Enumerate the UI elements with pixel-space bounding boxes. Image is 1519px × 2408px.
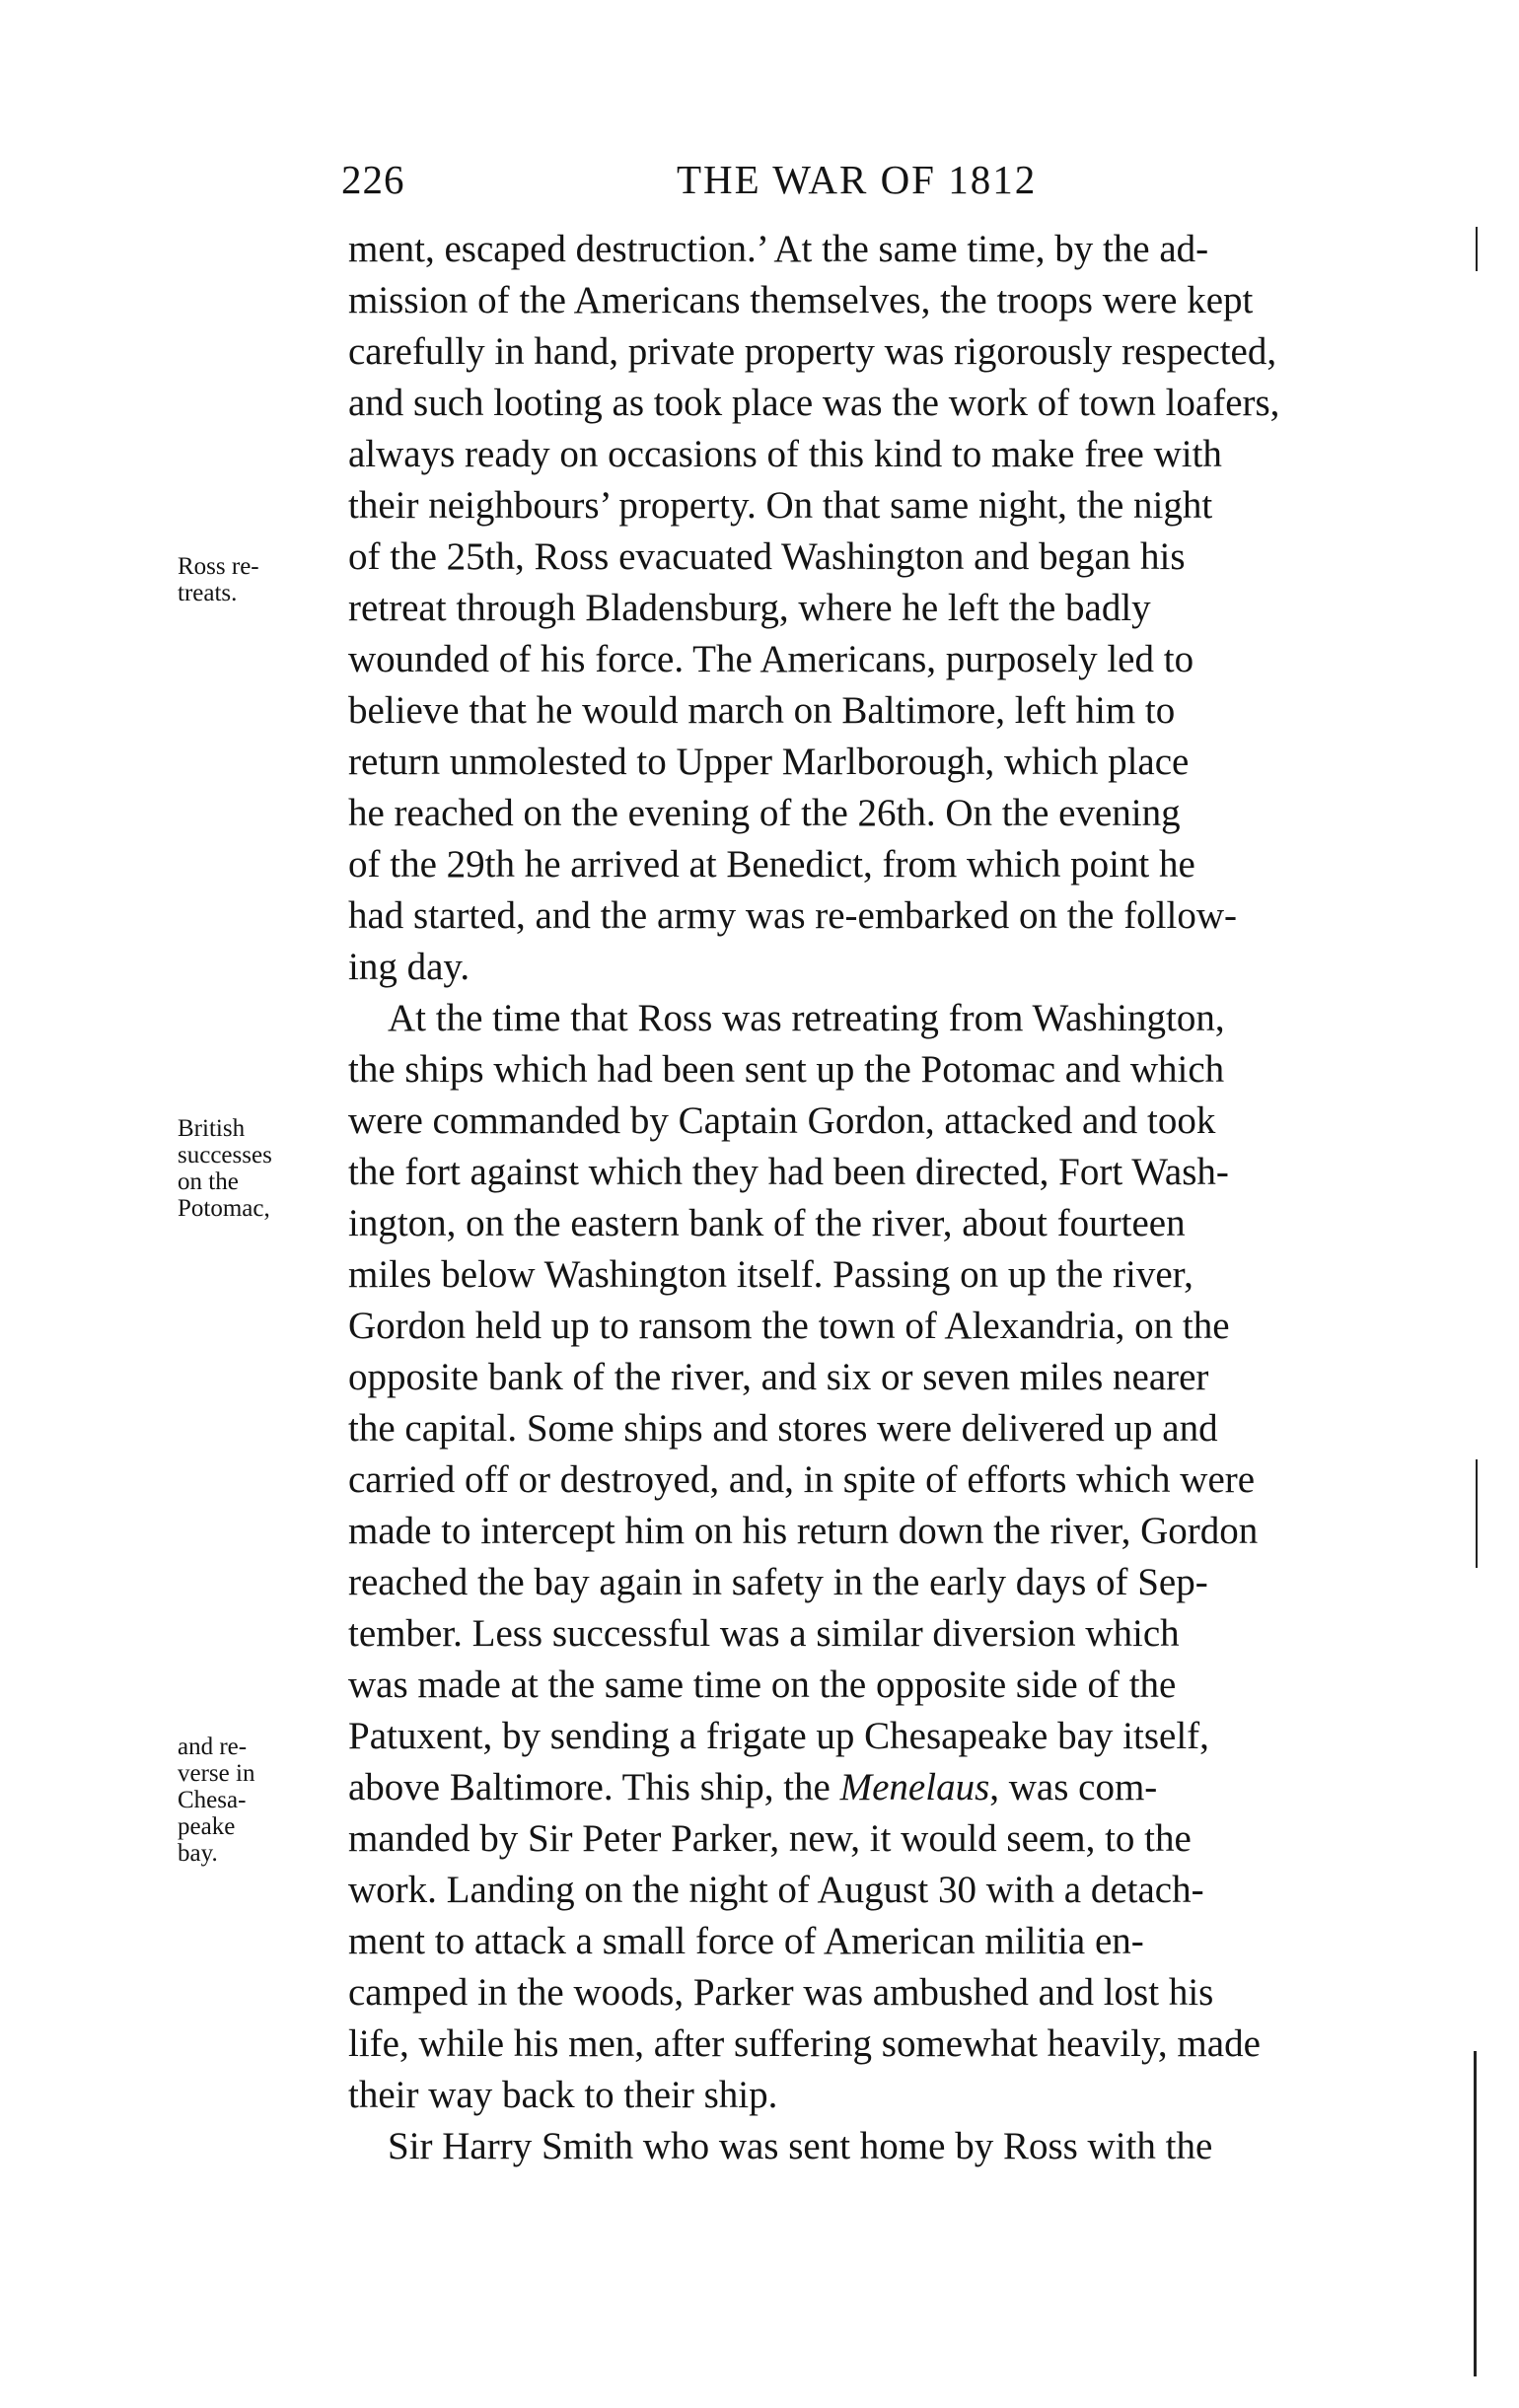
text-line: ment to attack a small force of American militia en- [348,1920,1144,1962]
text-line: reached the bay again in safety in the early days of Sep- [348,1561,1208,1603]
side-note-line: treats. [178,580,238,606]
text-line: manded by Sir Peter Parker, new, it would seem, to the [348,1817,1192,1860]
side-note-line: verse in [178,1760,255,1787]
text-line: made to intercept him on his return down the river, Gordon [348,1510,1259,1552]
side-note-line: Chesa- [178,1787,247,1813]
side-note-line: peake [178,1813,236,1840]
text-line: believe that he would march on Baltimore, left him to [348,689,1176,732]
text-line: the ships which had been sent up the Potomac and which [348,1048,1225,1091]
text-line: was made at the same time on the opposite side of the [348,1664,1177,1706]
text-line: of the 25th, Ross evacuated Washington and began his [348,535,1186,578]
text-line: ment, escaped destruction.’ At the same time, by the ad- [348,228,1209,270]
text-line: work. Landing on the night of August 30 with a detach- [348,1869,1204,1911]
running-title: THE WAR OF 1812 [677,157,1038,202]
side-note-reverse-chesapeake [178,1734,254,1867]
text-line: he reached on the evening of the 26th. On the evening [348,792,1181,834]
text-line: Sir Harry Smith who was sent home by Ross with the [388,2125,1213,2167]
side-note-line: on the [178,1169,239,1195]
text-line [348,1763,1157,1812]
text-line: had started, and the army was re-embarked on the follow- [348,894,1237,937]
side-note-line: successes [178,1142,272,1169]
text-line: Gordon held up to ransom the town of Alexandria, on the [348,1305,1230,1347]
scan-edge-mark [1476,227,1478,271]
side-note-line: bay. [178,1840,218,1867]
text-line: At the time that Ross was retreating from Washington, [388,997,1225,1039]
text-line: the capital. Some ships and stores were delivered up and [348,1407,1218,1450]
text-line: tember. Less successful was a similar diversion which [348,1612,1180,1655]
text-line: wounded of his force. The Americans, purposely led to [348,638,1194,680]
side-note-british-successes [178,1115,272,1222]
text-line: opposite bank of the river, and six or seven miles nearer [348,1356,1209,1398]
text-run: , was com- [989,1766,1158,1808]
text-line: mission of the Americans themselves, the troops were kept [348,279,1254,321]
text-line: retreat through Bladensburg, where he left the badly [348,587,1151,629]
text-run: above Baltimore. This ship, the [348,1766,840,1808]
text-line: ington, on the eastern bank of the river, about fourteen [348,1202,1186,1244]
text-line: the fort against which they had been directed, Fort Wash- [348,1151,1229,1193]
text-line: ing day. [348,946,470,988]
text-line: carried off or destroyed, and, in spite of efforts which were [348,1458,1256,1501]
side-note-line: British [178,1115,246,1142]
scan-edge-mark [1476,1459,1478,1568]
side-note-line: Ross re- [178,553,259,580]
text-line: their neighbours’ property. On that same night, the night [348,484,1213,527]
text-line: and such looting as took place was the work of town loafers, [348,382,1280,424]
running-head [341,156,1130,215]
text-line: carefully in hand, private property was rigorously respected, [348,330,1277,373]
text-line: were commanded by Captain Gordon, attacked and took [348,1099,1216,1142]
text-line: camped in the woods, Parker was ambushed and lost his [348,1971,1214,2014]
text-line: of the 29th he arrived at Benedict, from which point he [348,843,1195,885]
text-line: return unmolested to Upper Marlborough, which place [348,741,1190,783]
text-line: miles below Washington itself. Passing on up the river, [348,1253,1194,1296]
scan-edge-mark [1474,2051,1477,2376]
text-line: always ready on occasions of this kind to make free with [348,433,1222,475]
page-number: 226 [341,157,405,202]
text-line: life, while his men, after suffering somewhat heavily, made [348,2022,1261,2065]
side-note-line: and re- [178,1734,248,1760]
ship-name: Menelaus [839,1766,990,1808]
text-line: Patuxent, by sending a frigate up Chesapeake bay itself, [348,1715,1209,1757]
text-line: their way back to their ship. [348,2074,778,2116]
side-note-line: Potomac, [178,1195,270,1222]
side-note-ross-retreats [178,553,259,606]
